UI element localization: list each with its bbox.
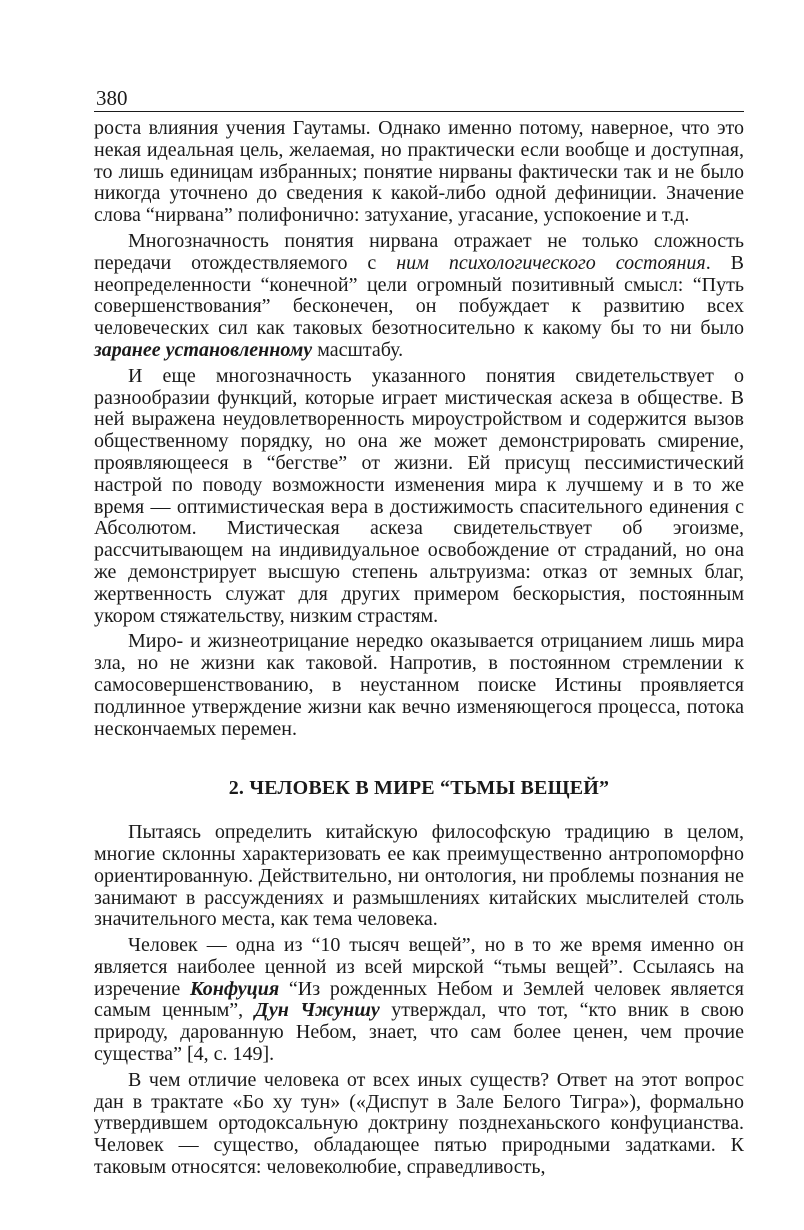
name-confucius: Конфуция <box>190 977 280 1000</box>
paragraph-7: В чем отличие человека от всех иных существ? Ответ на этот вопрос дан в трактате «Бо ху тун» («Диспут в Зале Белого Тигра»), формально утвердившем ортодоксальную доктрину позднеханьского конфуцианства. Человек — существо, обладающее пятью природными задатками. К таковым относятся: человеколюбие, справедливость, <box>94 1068 744 1179</box>
page-number: 380 <box>96 86 128 110</box>
paragraph-6-text-b: “Из рожденных Небом и Землей человек является самым ценным”, <box>94 977 745 1022</box>
paragraph-1: роста влияния учения Гаутамы. Однако именно потому, наверное, что это некая идеальная цель, желаемая, но практически если вообще и доступная, то лишь единицам избранных; понятие нирваны фактически так и не было никогда уточнено до сведения к какой-либо одной дефиниции. Значение слова “нирвана” полифонично: затухание, угасание, успокоение и т.д. <box>94 117 744 227</box>
paragraph-2-text-a: Многозначность понятия нирвана отражает не только сложность передачи отождествляемого с <box>94 229 744 274</box>
name-dong-zhongshu: Дун Чжуншу <box>254 999 380 1022</box>
paragraph-3: И еще многозначность указанного понятия свидетельствует о разнообразии функций, которые играет мистическая аскеза в обществе. В ней выражена неудовлетворенность мироустройством и содержится вызов общественному порядку, но она же может демонстрировать смирение, проявляющееся в “бегстве” от жизни. Ей присущ пессимистический настрой по поводу возможности изменения мира к лучшему и в то же время — оптимистическая вера в достижимость спасительного единения с Абсолютом. Мистическая аскеза свидетельствует об эгоизме, рассчитывающем на индивидуальное освобождение от страданий, но она же демонстрирует высшую степень альтруизма: отказ от земных благ, жертвенность служат для других примером бескорыстия, постоянным укором стяжательству, низким страстям. <box>94 364 744 627</box>
paragraph-2-text-b: . В неопределенности “конечной” цели огромный позитивный смысл: “Путь совершенствования” бесконечен, он побуждает к развитию всех человеческих сил как таковых безотносительно к какому бы то ни было <box>94 251 744 340</box>
paragraph-6-text-c: утверждал, что тот, “кто вник в свою природу, дарованную Небом, знает, что сам более ценен, чем прочие существа” [4, с. 149]. <box>94 999 744 1066</box>
paragraph-4: Миро- и жизнеотрицание нередко оказывается отрицанием лишь мира зла, но не жизни как таковой. Напротив, в постоянном стремлении к самосовершенствованию, в неустанном поиске Истины проявляется подлинное утверждение жизни как вечно изменяющегося процесса, потока нескончаемых перемен. <box>94 630 744 740</box>
page-body <box>94 118 744 1183</box>
paragraph-2 <box>94 231 744 362</box>
paragraph-6 <box>94 935 744 1066</box>
paragraph-2-emphasis-1: ним психологического состояния <box>396 251 706 274</box>
paragraph-6-text-a: Человек — одна из “10 тысяч вещей”, но в то же время именно он является наиболее ценной из всей мирской “тьмы вещей”. Ссылаясь на изречение <box>94 934 744 1000</box>
paragraph-2-emphasis-2: заранее установленному <box>94 338 313 361</box>
section-heading: 2. ЧЕЛОВЕК В МИРЕ “ТЬМЫ ВЕЩЕЙ” <box>228 777 610 800</box>
paragraph-5: Пытаясь определить китайскую философскую традицию в целом, многие склонны характеризовать ее как преимущественно антропоморфно ориентированную. Действительно, ни онтология, ни проблемы познания не занимают в рассуждениях и размышлениях китайских мыслителей столь значительного места, как тема человека. <box>94 821 744 931</box>
paragraph-2-text-c: масштабу. <box>312 338 404 361</box>
header-rule <box>94 111 744 112</box>
